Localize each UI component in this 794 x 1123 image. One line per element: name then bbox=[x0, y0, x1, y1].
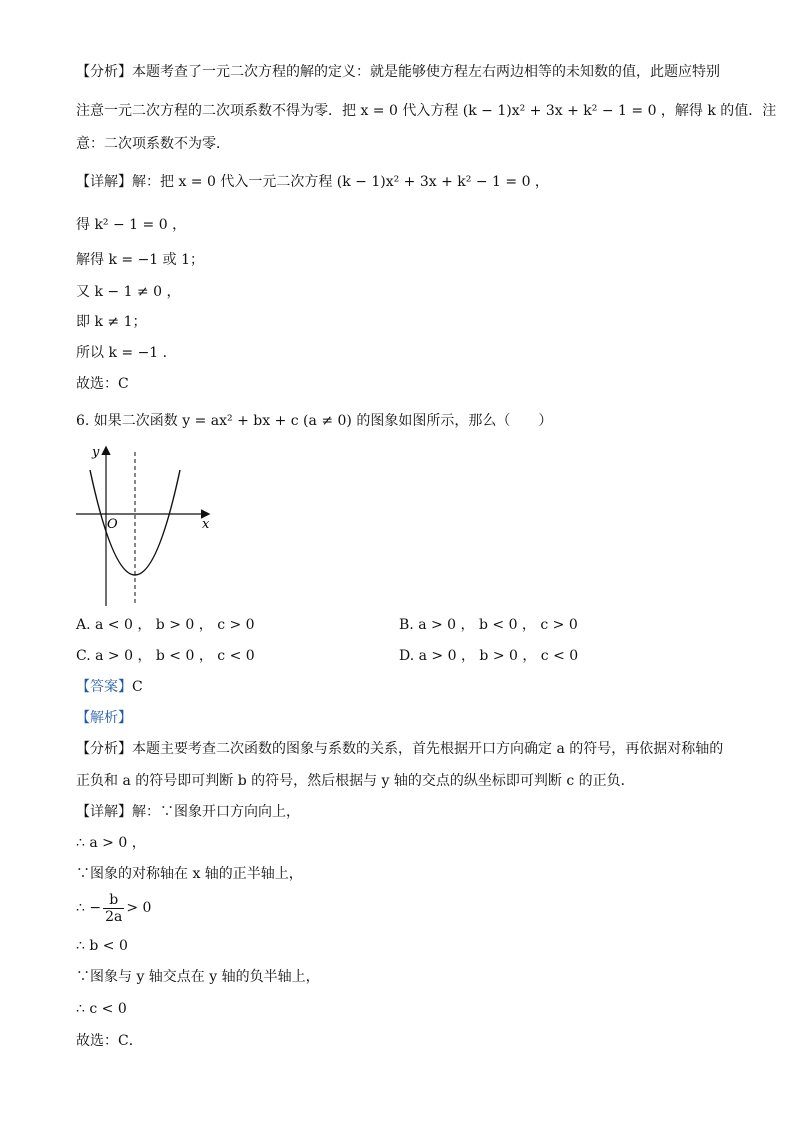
analysis-1-line-2: 注意一元二次方程的二次项系数不得为零．把 x = 0 代入方程 (k − 1)x² + 3x + k² − 1 = 0 ，解得 k 的值．注 bbox=[76, 103, 777, 119]
detail-1-line-5: 即 k ≠ 1； bbox=[76, 314, 147, 330]
analysis-2-line-2: 正负和 a 的符号即可判断 b 的符号，然后根据与 y 轴的交点的纵坐标即可判断 c 的正负． bbox=[76, 773, 635, 789]
parabola-graph bbox=[70, 440, 220, 610]
analysis-1-line-3: 意：二次项系数不为零． bbox=[76, 136, 230, 152]
analysis-tag: 【分析】 bbox=[76, 64, 132, 80]
detail-2-line-6: ∵图象与 y 轴交点在 y 轴的负半轴上， bbox=[76, 969, 320, 985]
detail-2-line-5: ∴ b < 0 bbox=[76, 938, 128, 954]
analysis-tag: 【分析】 bbox=[76, 741, 132, 757]
option-d: D. a > 0 ， b > 0 ， c < 0 bbox=[399, 648, 579, 664]
option-c: C. a > 0 ， b < 0 ， c < 0 bbox=[76, 648, 255, 664]
detail-2-line-4 bbox=[76, 890, 151, 926]
detail-tag: 【详解】 bbox=[76, 804, 132, 820]
x-axis-label: x bbox=[202, 517, 210, 532]
detail-2-line-1 bbox=[76, 802, 300, 822]
detail-text: 解：把 x = 0 代入一元二次方程 (k − 1)x² + 3x + k² − 1 = 0 ， bbox=[132, 174, 549, 190]
detail-1-line-7: 故选：C bbox=[76, 376, 129, 392]
option-a: A. a < 0 ， b > 0 ， c > 0 bbox=[76, 617, 255, 633]
detail-1-line-6: 所以 k = −1 ． bbox=[76, 345, 177, 361]
answer-line bbox=[76, 677, 143, 697]
analysis-2-line-1 bbox=[76, 739, 723, 759]
fraction-numerator: b bbox=[103, 892, 124, 909]
question-6-stem: 6. 如果二次函数 y = ax² + bx + c (a ≠ 0) 的图象如图所示，那么（ ） bbox=[76, 413, 553, 429]
therefore-prefix: ∴ − bbox=[76, 900, 102, 916]
detail-tag: 【详解】 bbox=[76, 174, 132, 190]
answer-tag: 【答案】 bbox=[76, 679, 132, 695]
detail-1-line-1 bbox=[76, 172, 549, 192]
fraction-denominator: 2a bbox=[105, 908, 123, 925]
detail-1-line-4: 又 k − 1 ≠ 0 ， bbox=[76, 284, 181, 300]
detail-2-line-2: ∴ a > 0 ， bbox=[76, 835, 146, 851]
analysis-text: 本题主要考查二次函数的图象与系数的关系，首先根据开口方向确定 a 的符号，再依据对称轴的 bbox=[132, 741, 724, 757]
parabola-figure bbox=[70, 440, 220, 610]
detail-2-line-3: ∵图象的对称轴在 x 轴的正半轴上， bbox=[76, 866, 303, 882]
fraction bbox=[103, 892, 124, 925]
jiexi-tag: 【解析】 bbox=[76, 710, 132, 726]
analysis-text: 本题考查了一元二次方程的解的定义：就是能够使方程左右两边相等的未知数的值，此题应特别 bbox=[132, 64, 720, 80]
option-b: B. a > 0 ， b < 0 ， c > 0 bbox=[399, 617, 578, 633]
detail-text: 解：∵图象开口方向向上， bbox=[132, 804, 300, 820]
origin-label: O bbox=[107, 517, 118, 532]
detail-2-line-7: ∴ c < 0 bbox=[76, 1001, 127, 1017]
answer-value: C bbox=[132, 679, 143, 695]
detail-2-line-8: 故选：C． bbox=[76, 1033, 143, 1049]
analysis-1-line-1 bbox=[76, 62, 720, 82]
inequality-suffix: > 0 bbox=[126, 900, 152, 916]
detail-1-line-2: 得 k² − 1 = 0 ， bbox=[76, 217, 187, 233]
detail-1-line-3: 解得 k = −1 或 1； bbox=[76, 252, 205, 268]
y-axis-label: y bbox=[92, 445, 100, 460]
